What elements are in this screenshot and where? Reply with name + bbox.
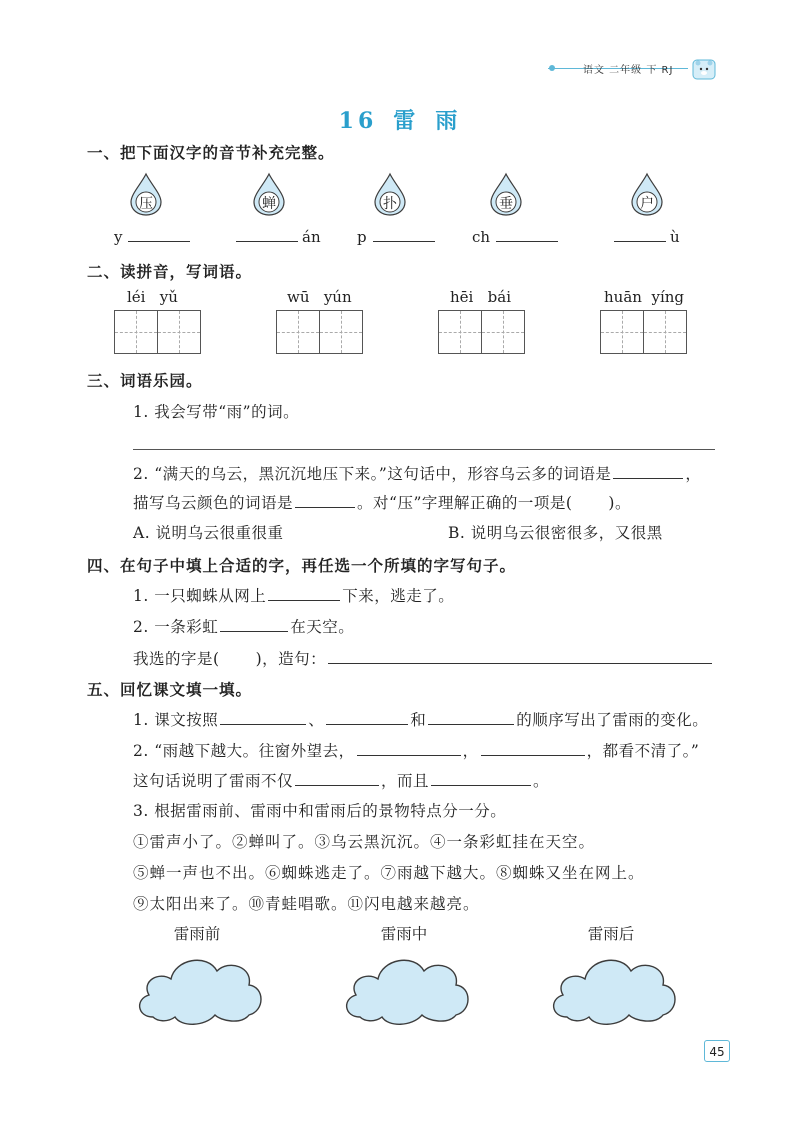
answer-blank[interactable] <box>295 770 379 787</box>
writing-box[interactable] <box>157 310 201 354</box>
pinyin-item-2: án <box>236 228 321 246</box>
pinyin-word-1: léi yǔ <box>127 288 178 306</box>
s4-question-3: 我选的字是( )，造句： <box>133 647 714 669</box>
s3-question-2: 2. “满天的乌云，黑沉沉地压下来。”这句话中，形容乌云多的词语是 ， <box>133 462 701 484</box>
cloud-answer-box[interactable] <box>545 949 681 1033</box>
section3-heading: 三、词语乐园。 <box>87 371 203 390</box>
s4-question-1: 1. 一只蜘蛛从网上 下来，逃走了。 <box>133 584 454 606</box>
section1-heading: 一、把下面汉字的音节补充完整。 <box>87 143 335 162</box>
writing-box[interactable] <box>114 310 158 354</box>
pinyin-item-3: p <box>357 228 435 246</box>
page-title <box>0 104 800 135</box>
cloud-answer-box[interactable] <box>131 949 267 1033</box>
s5-question-2-b: 这句话说明了雷雨不仅 ，而且 。 <box>133 769 549 791</box>
page-number: 45 <box>704 1040 730 1062</box>
answer-blank[interactable] <box>613 463 683 480</box>
answer-blank[interactable] <box>220 616 288 633</box>
s3-question-1: 1. 我会写带“雨”的词。 <box>133 403 300 421</box>
answer-blank[interactable] <box>481 740 585 757</box>
s5-items-2: ⑤蝉一声也不出。⑥蜘蛛逃走了。⑦雨越下越大。⑧蜘蛛又坐在网上。 <box>133 864 645 882</box>
option-a[interactable]: A. 说明乌云很重很重 <box>133 524 284 542</box>
writing-box[interactable] <box>643 310 687 354</box>
raindrop-icon <box>373 172 407 220</box>
pinyin-item-5: ù <box>614 228 680 246</box>
s5-question-3: 3. 根据雷雨前、雷雨中和雷雨后的景物特点分一分。 <box>133 802 507 820</box>
pinyin-item-4: ch <box>472 228 558 246</box>
writing-box[interactable] <box>276 310 320 354</box>
drop-character: 扑 <box>383 196 397 212</box>
raindrop-icon <box>129 172 163 220</box>
s5-items-3: ⑨太阳出来了。⑩青蛙唱歌。⑪闪电越来越亮。 <box>133 895 480 913</box>
cloud-answer-box[interactable] <box>338 949 474 1033</box>
raindrop-icon <box>630 172 664 220</box>
title-char-1: 雷 <box>393 108 420 134</box>
answer-blank[interactable] <box>268 585 340 602</box>
pinyin-word-4: huān yíng <box>604 288 685 306</box>
s5-question-2: 2. “雨越下越大。往窗外望去， ， ，都看不清了。” <box>133 739 699 761</box>
answer-blank[interactable] <box>428 709 514 726</box>
header-text: 语文 二年级 下 RJ <box>583 65 674 76</box>
answer-blank[interactable] <box>328 648 712 665</box>
writing-box[interactable] <box>600 310 644 354</box>
section4-heading: 四、在句子中填上合适的字，再任选一个所填的字写句子。 <box>87 556 517 575</box>
answer-blank[interactable] <box>326 709 408 726</box>
cloud-label-during: 雷雨中 <box>380 925 428 943</box>
pinyin-word-2: wū yún <box>287 288 352 306</box>
raindrop-icon <box>489 172 523 220</box>
writing-box[interactable] <box>319 310 363 354</box>
s4-question-2: 2. 一条彩虹 在天空。 <box>133 615 354 637</box>
writing-box[interactable] <box>438 310 482 354</box>
s5-question-1: 1. 课文按照 、 和 的顺序写出了雷雨的变化。 <box>133 708 708 730</box>
answer-line[interactable] <box>133 449 715 450</box>
pinyin-word-3: hēi bái <box>450 288 511 306</box>
title-char-2: 雨 <box>435 108 462 134</box>
s5-items-1: ①雷声小了。②蝉叫了。③乌云黑沉沉。④一条彩虹挂在天空。 <box>133 833 596 851</box>
drop-character: 蝉 <box>262 196 276 212</box>
section5-heading: 五、回忆课文填一填。 <box>87 680 253 699</box>
raindrop-icon <box>252 172 286 220</box>
answer-blank[interactable] <box>295 492 355 509</box>
option-b[interactable]: B. 说明乌云很密很多，又很黑 <box>448 524 663 542</box>
drop-character: 户 <box>640 196 654 212</box>
answer-blank[interactable] <box>357 740 461 757</box>
pinyin-item-1: y <box>114 228 190 246</box>
writing-box[interactable] <box>481 310 525 354</box>
cloud-label-after: 雷雨后 <box>587 925 635 943</box>
drop-character: 压 <box>139 196 153 212</box>
bear-mascot-icon <box>692 58 716 80</box>
header-dot <box>549 65 555 71</box>
lesson-number: 16 <box>338 108 378 134</box>
cloud-label-before: 雷雨前 <box>173 925 221 943</box>
answer-blank[interactable] <box>220 709 306 726</box>
section2-heading: 二、读拼音，写词语。 <box>87 262 253 281</box>
s3-question-2-b: 描写乌云颜色的词语是 。对“压”字理解正确的一项是( )。 <box>133 491 631 513</box>
drop-character: 垂 <box>499 196 513 212</box>
answer-blank[interactable] <box>431 770 531 787</box>
